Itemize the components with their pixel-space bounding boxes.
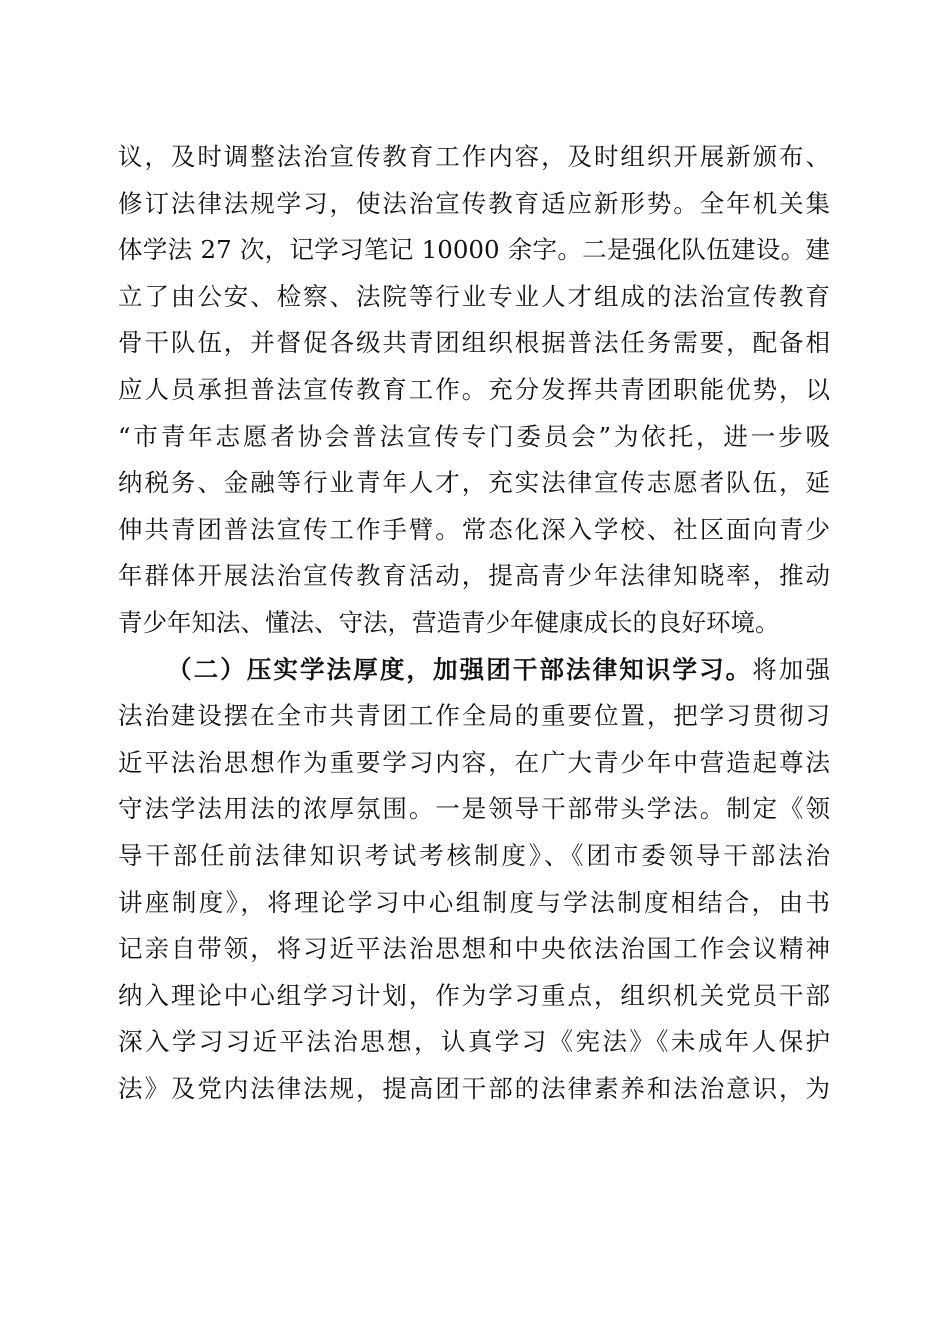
text-line: 深入学习习近平法治思想，认真学习《宪法》《未成年人保护 [118,1027,830,1057]
body-text [118,134,830,1112]
text-line: 法治建设摆在全市共青团工作全局的重要位置，把学习贯彻习 [118,701,830,731]
text-line: 体学法 27 次，记学习笔记 10000 余字。二是强化队伍建设。建 [118,235,830,265]
text-line: 骨干队伍，并督促各级共青团组织根据普法任务需要，配备相 [118,328,830,358]
text-line: 讲座制度》，将理论学习中心组制度与学法制度相结合，由书 [118,887,830,917]
text-line: 青少年知法、懂法、守法，营造青少年健康成长的良好环境。 [118,607,780,637]
paragraph-2 [118,647,830,1113]
text-line: 年群体开展法治宣传教育活动，提高青少年法律知晓率，推动 [118,561,830,591]
text-line: 法》及党内法律法规，提高团干部的法律素养和法治意识，为 [118,1073,830,1103]
text-line: 伸共青团普法宣传工作手臂。常态化深入学校、社区面向青少 [118,514,830,544]
text-line: 纳入理论中心组学习计划，作为学习重点，组织机关党员干部 [118,980,830,1010]
text-line: 立了由公安、检察、法院等行业专业人才组成的法治宣传教育 [118,281,830,311]
text-line: 记亲自带领，将习近平法治思想和中央依法治国工作会议精神 [118,934,830,964]
paragraph-1 [118,134,830,647]
text-line: 应人员承担普法宣传教育工作。充分发挥共青团职能优势，以 [118,374,830,404]
paragraph-2-first-line [118,647,830,694]
text-line: 纳税务、金融等行业青年人才，充实法律宣传志愿者队伍，延 [118,468,830,498]
text-line: 修订法律法规学习，使法治宣传教育适应新形势。全年机关集 [118,188,830,218]
text-line: 导干部任前法律知识考试考核制度》、《团市委领导干部法治 [118,840,830,870]
text-line: 守法学法用法的浓厚氛围。一是领导干部带头学法。制定《领 [118,794,830,824]
section-heading: （二）压实学法厚度，加强团干部法律知识学习。 [167,654,753,684]
text-line: 议，及时调整法治宣传教育工作内容，及时组织开展新颁布、 [118,142,830,171]
text-line: 近平法治思想作为重要学习内容，在广大青少年中营造起尊法 [118,747,830,777]
first-line-rest: 将加强 [752,654,831,684]
text-line: “市青年志愿者协会普法宣传专门委员会”为依托，进一步吸 [118,421,830,451]
